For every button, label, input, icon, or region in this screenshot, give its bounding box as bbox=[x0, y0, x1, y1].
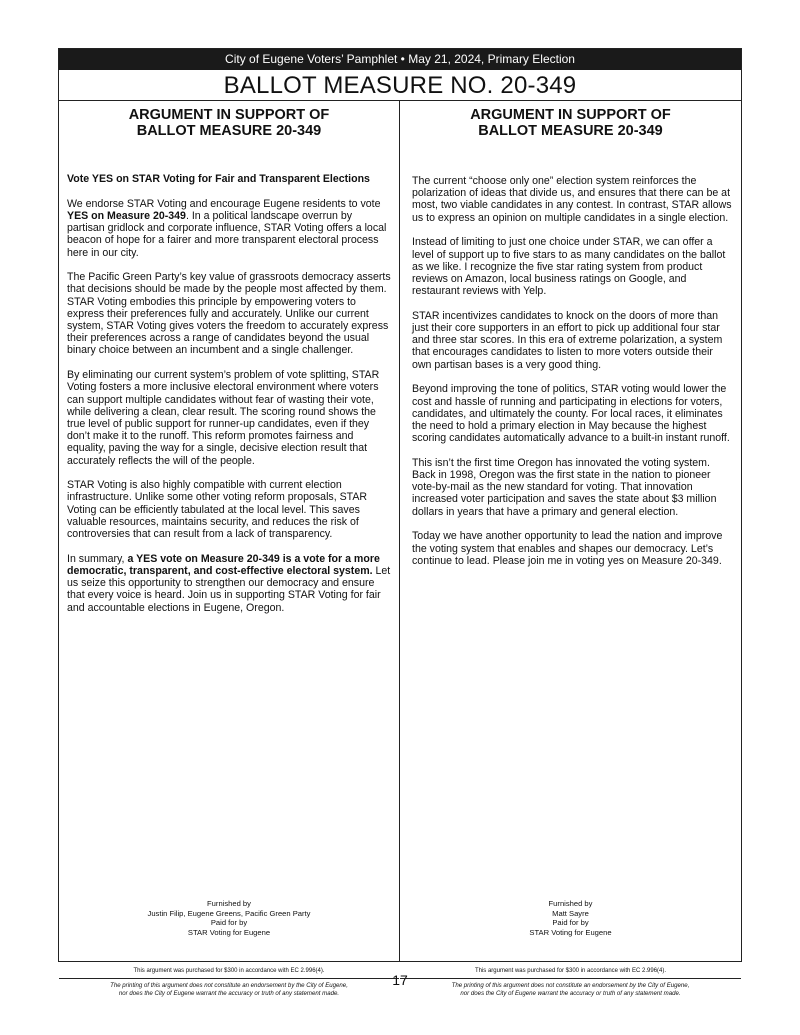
left-p1-text-b: . In a political landscape overrun by partisan gridlock and corporate influence, STAR Voting offers a local beacon of hope for a fairer and more transparent electoral process here in our city. bbox=[67, 209, 387, 259]
left-heading-line1: ARGUMENT IN SUPPORT OF bbox=[128, 107, 330, 123]
right-argument-heading bbox=[400, 107, 741, 139]
left-subhead: Vote YES on STAR Voting for Fair and Transparent Elections bbox=[67, 173, 370, 185]
right-paid-label: Paid for by bbox=[552, 918, 589, 928]
right-furnished-label: Furnished by bbox=[548, 899, 593, 908]
left-heading-line2: BALLOT MEASURE 20-349 bbox=[136, 123, 322, 139]
right-paragraph-4: Beyond improving the tone of politics, STAR voting would lower the cost and hassle of running and participating in elections for voters, candidates, and ultimately the county. For local races, it eliminates the need to hold a primary election in May because the highest scoring candidates automatically advance to a built-in instant runoff. bbox=[412, 383, 730, 445]
right-paid-name: STAR Voting for Eugene bbox=[529, 927, 612, 937]
left-p5-bold: a YES vote on Measure 20-349 is a vote for a more democratic, transparent, and cost-effective electoral system. bbox=[67, 552, 380, 577]
right-furnished-name: Matt Sayre bbox=[552, 908, 589, 918]
right-furnished-block bbox=[400, 899, 741, 937]
left-furnished-label: Furnished by bbox=[207, 899, 251, 908]
left-paid-name: STAR Voting for Eugene bbox=[187, 927, 271, 937]
left-purchase-notice: This argument was purchased for $300 in accordance with EC 2.996(4). bbox=[133, 968, 325, 974]
right-paragraph-3: STAR incentivizes candidates to knock on the doors of more than just their core supporters in an effort to pick up additional four star and three star scores. In this era of extreme polarization, a system that encourages candidates to listen to more voters outside their own partisan bases is a very good thing. bbox=[412, 309, 723, 371]
right-heading-line2: BALLOT MEASURE 20-349 bbox=[478, 123, 663, 139]
left-argument-heading bbox=[59, 107, 399, 139]
left-furnished-block bbox=[59, 899, 399, 937]
measure-title: BALLOT MEASURE NO. 20-349 bbox=[59, 70, 741, 101]
left-paragraph-4: STAR Voting is also highly compatible with current election infrastructure. Unlike some other voting reform proposals, STAR Voting can be efficiently tabulated at the local level. This saves valuable resources, maintains security, and reduces the risk of controversies that can result from a lack of transparency. bbox=[67, 479, 368, 541]
left-p5-text-b: Let us seize this opportunity to strengthen our democracy and ensure that every voice is heard. Join us in supporting STAR Voting for fair and accountable elections in Eugene, Oregon. bbox=[67, 564, 391, 614]
right-paragraph-2: Instead of limiting to just one choice under STAR, we can offer a level of support up to five stars to as many candidates on the ballot as we like. I recognize the five star rating system from product reviews on Amazon, local business ratings on Google, and restaurant reviews with Yelp. bbox=[412, 236, 726, 298]
right-paragraph-1: The current “choose only one” election system reinforces the polarization of ideas that divide us, and ensures that there can be at most, two viable candidates in any contest. In contrast, STAR allows us to express an opinion on multiple candidates in a single election. bbox=[412, 175, 732, 224]
left-paragraph-5 bbox=[67, 553, 391, 614]
left-disclaimer-line2: nor does the City of Eugene warrant the accuracy or truth of any statement made. bbox=[118, 990, 340, 997]
right-disclaimer-line1: The printing of this argument does not constitute an endorsement by the City of Eugene, bbox=[451, 982, 690, 989]
right-purchase-notice: This argument was purchased for $300 in accordance with EC 2.996(4). bbox=[474, 968, 667, 974]
left-p1-bold: YES on Measure 20-349 bbox=[67, 209, 186, 222]
right-disclaimer-line2: nor does the City of Eugene warrant the accuracy or truth of any statement made. bbox=[460, 990, 681, 997]
page-number: 17 bbox=[392, 972, 408, 988]
right-heading-line1: ARGUMENT IN SUPPORT OF bbox=[470, 107, 671, 123]
left-disclaimer-line1: The printing of this argument does not constitute an endorsement by the City of Eugene, bbox=[110, 982, 348, 989]
right-argument-body bbox=[412, 175, 734, 579]
left-paragraph-2: The Pacific Green Party’s key value of grassroots democracy asserts that decisions should be made by the people most affected by them. STAR Voting embodies this principle by empowering voters to express their preferences fully and accurately. Unlike our current system, STAR Voting gives voters the freedom to accurately express their preferences across a range of candidates beyond the usual binary choice between an incumbent and a single challenger. bbox=[67, 271, 391, 357]
left-argument-body bbox=[67, 173, 391, 626]
left-paid-label: Paid for by bbox=[210, 918, 248, 928]
left-p5-text-a: In summary, bbox=[67, 552, 128, 565]
left-furnished-name: Justin Filip, Eugene Greens, Pacific Green Party bbox=[147, 908, 311, 918]
left-paragraph-1 bbox=[67, 198, 391, 259]
left-p1-text-a: We endorse STAR Voting and encourage Eugene residents to vote bbox=[67, 197, 381, 210]
pamphlet-banner: City of Eugene Voters’ Pamphlet • May 21, 2024, Primary Election bbox=[59, 49, 741, 70]
left-paragraph-3: By eliminating our current system’s problem of vote splitting, STAR Voting fosters a more inclusive electoral environment where voters can support multiple candidates without fear of wasting their vote, while delivering a clean, clear result. The scoring round shows the true level of public support for runner-up candidates, even if they don’t make it to the runoff. This reform promotes fairness and equality, paving the way for a single, decisive election result that accurately reflects the will of the people. bbox=[67, 369, 380, 467]
right-paragraph-5: This isn’t the first time Oregon has innovated the voting system. Back in 1998, Oregon was the first state in the nation to pioneer vote-by-mail as the new standard for voting. That innovation increased voter participation and saves the state about $3 million dollars in years that have a primary and general election. bbox=[412, 456, 717, 518]
right-paragraph-6: Today we have another opportunity to lead the nation and improve the voting system that enables and shapes our democracy. Let’s continue to lead. Please join me in voting yes on Measure 20-349. bbox=[412, 530, 723, 567]
